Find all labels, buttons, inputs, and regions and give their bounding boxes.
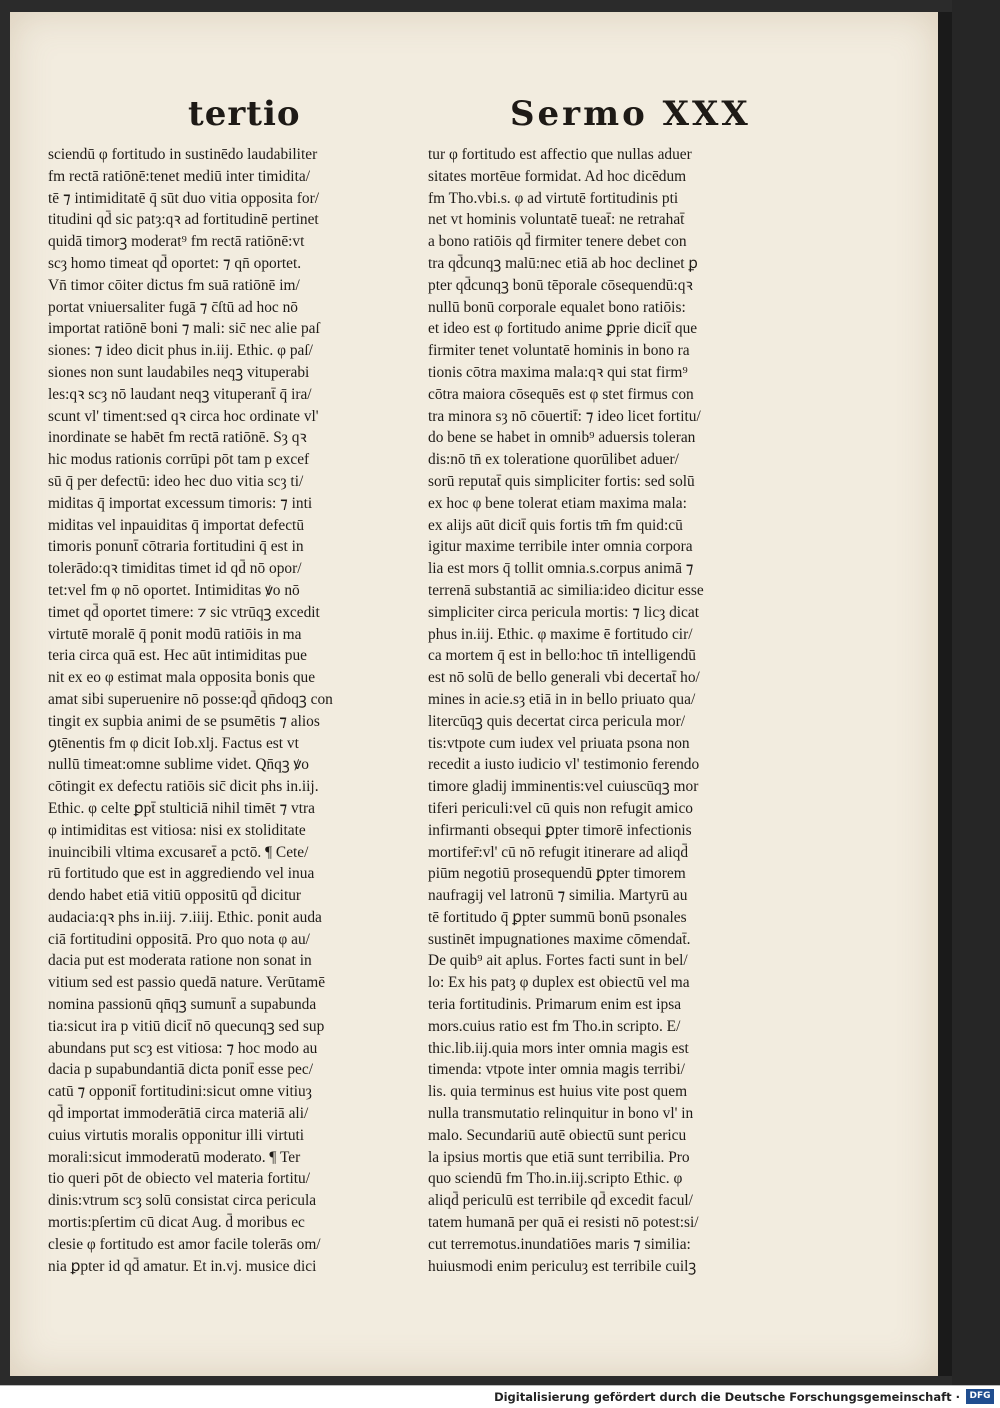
text-line: mines in acie.sȝ etiā in in bello priuato qua/ — [428, 690, 696, 708]
text-line: dacia put est moderata ratione non sonat in — [48, 952, 312, 970]
text-line: mortifer̄:vl' cū nō refugit itinerare ad aliqd̄ — [428, 843, 689, 861]
text-line: lis. quia terminus est huius vite post quem — [428, 1083, 688, 1101]
text-column-right — [428, 144, 800, 1277]
text-line: abundans put scȝ est vitiosa: ⁊ hoc modo au — [48, 1039, 318, 1057]
text-line: tiferi periculi:vel cū quis non refugit amico — [428, 799, 693, 817]
text-line: sustinēt impugnationes maxime cōmendat̄. — [428, 930, 691, 948]
text-line: timore gladij imminentis:vel cuiuscūqꝫ mor — [428, 778, 699, 796]
text-line: simpliciter circa pericula mortis: ⁊ licȝ dicat — [428, 603, 699, 621]
book-edge — [938, 12, 952, 1376]
text-line: tingit ex supbia animi de se psumētis ⁊ alios — [48, 712, 320, 730]
text-line: φ intimiditas est vitiosa: nisi ex stoliditate — [48, 821, 306, 839]
text-line: nit ex eo φ estimat mala opposita bonis que — [48, 669, 316, 687]
text-line: morali:sicut immoderatū moderato. ¶ Ter — [48, 1148, 301, 1166]
text-line: cuius virtutis moralis opponitur illi virtuti — [48, 1126, 305, 1144]
text-line: ciā fortitudini oppositā. Pro quo nota φ au/ — [48, 930, 310, 948]
text-line: audacia:qꝛ phs in.iij. ⁊.iiij. Ethic. ponit auda — [48, 908, 322, 926]
text-line: quidā timorꝫ moderat⁹ fm rectā ratiōnē:vt — [48, 233, 305, 251]
text-line: dinis:vtrum scȝ solū consistat circa pericula — [48, 1192, 317, 1210]
text-line: cōtingit ex defectu ratiōis sic̄ dicit phs in.iij. — [48, 778, 319, 796]
text-line: tē ⁊ intimiditatē q̄ sūt duo vitia opposita for/ — [48, 189, 319, 207]
text-line: tatem humanā per quā ei resisti nō potest:si/ — [428, 1214, 699, 1232]
text-line: De quib⁹ ait aplus. Fortes facti sunt in bel/ — [428, 952, 688, 970]
text-line: tet:vel fm φ nō oportet. Intimiditas ꝟo nō — [48, 581, 300, 599]
text-line: pter qd̄cunqꝫ bonū tēporale cōsequendū:qꝛ — [428, 276, 693, 294]
text-line: mors.cuius ratio est fm Tho.in scripto. E/ — [428, 1017, 681, 1035]
text-line: naufragij vel latronū ⁊ similia. Martyrū au — [428, 887, 688, 905]
text-line: miditas vel inpauiditas q̄ importat defectū — [48, 516, 305, 534]
text-line: ex hoc φ bene tolerat etiam maxima mala: — [428, 494, 687, 512]
text-line: importat ratiōnē boni ⁊ mali: sic̄ nec alie paſ — [48, 320, 320, 338]
text-line: quo sciendū fm Tho.in.iij.scripto Ethic. φ — [428, 1170, 683, 1188]
text-line: hic modus rationis corrūpi pōt tam p excef — [48, 451, 310, 469]
text-line: do bene se habet in omnib⁹ aduersis toleran — [428, 429, 696, 447]
text-line: tis:vtpote cum iudex vel priuata psona non — [428, 734, 690, 752]
text-line: nia ꝑpter id qd̄ amatur. Et in.vj. musice dici — [48, 1257, 317, 1275]
text-line: Ethic. φ celte ꝑpt̄ stulticiā nihil timēt ⁊ vtra — [48, 799, 315, 817]
running-head-left: tertio — [188, 94, 301, 134]
text-line: titudini qd̄ sic patȝ:qꝛ ad fortitudinē pertinet — [48, 211, 319, 229]
text-line: thic.lib.iij.quia mors inter omnia magis est — [428, 1039, 689, 1057]
text-line: les:qꝛ scȝ nō laudant neqꝫ vituperant̄ q̄ ira/ — [48, 385, 312, 403]
footer-credit: Digitalisierung gefördert durch die Deutsche Forschungsgemeinschaft · — [494, 1390, 960, 1404]
text-line: litercūqꝫ quis decertat circa pericula mor/ — [428, 712, 685, 730]
text-line: sciendū φ fortitudo in sustinēdo laudabiliter — [48, 146, 318, 163]
text-line: malo. Secundariū autē obiectū sunt pericu — [428, 1126, 687, 1144]
text-line: lia est mors q̄ tollit omnia.s.corpus animā ⁊ — [428, 560, 694, 578]
text-line: infirmanti obsequi ꝑpter timorē infectionis — [428, 821, 692, 839]
text-line: terrenā substantiā ac similia:ideo dicitur esse — [428, 581, 704, 599]
text-line: lo: Ex his patȝ φ duplex est obiectū vel ma — [428, 974, 690, 992]
text-line: huiusmodi enim periculuȝ est terribile cuilꝫ — [428, 1257, 697, 1275]
text-line: virtutē moralē q̄ ponit modū ratiōis in ma — [48, 625, 302, 643]
text-line: timenda: vtpote inter omnia magis terribi/ — [428, 1061, 685, 1079]
text-line: aliqd̄ periculū est terribile qd̄ excedit facul/ — [428, 1192, 693, 1210]
text-line: tionis cōtra maxima mala:qꝛ qui stat firm⁹ — [428, 363, 688, 381]
running-head-right: Sermo XXX — [510, 94, 751, 134]
text-line: tra minora sȝ nō cōuertit̄: ⁊ ideo licet fortitu/ — [428, 407, 701, 425]
book-page — [10, 12, 938, 1376]
text-line: recedit a iusto iudicio vl' testimonio ferendo — [428, 756, 700, 774]
text-line: amat sibi superuenire nō posse:qd̄ qn̄doqꝫ con — [48, 690, 333, 708]
text-line: vitium sed est passio quedā nature. Verūtamē — [48, 974, 326, 992]
text-line: ex alijs aūt dicit̄ quis fortis tm̄ fm quid:cū — [428, 516, 683, 534]
text-line: clesie φ fortitudo est amor facile tolerās om/ — [48, 1235, 321, 1253]
text-line: tra qd̄cunqꝫ malū:nec etiā ab hoc declinet ꝑ — [428, 254, 698, 272]
text-line: inuincibili vltima excusaret̄ a pctō. ¶ Cete/ — [48, 843, 309, 861]
text-line: inordinate se habēt fm rectā ratiōnē. Sȝ qꝛ — [48, 429, 307, 447]
text-line: cōtra maiora cōsequēs est φ stet firmus con — [428, 385, 694, 403]
text-line: tur φ fortitudo est affectio que nullas aduer — [428, 146, 692, 163]
text-line: dendo habet etiā vitiū oppositū qd̄ dicitur — [48, 887, 302, 905]
text-line: tē fortitudo q̄ ꝑpter summū bonū psonales — [428, 908, 687, 926]
text-line: tolerādo:qꝛ timiditas timet id qd̄ nō opor/ — [48, 560, 302, 578]
text-line: fm Tho.vbi.s. φ ad virtutē fortitudinis pti — [428, 189, 679, 207]
footer-bar — [0, 1385, 1000, 1408]
text-line: nulla transmutatio relinquitur in bono vl' in — [428, 1105, 694, 1123]
text-line: timet qd̄ oportet timere: ⁊ sic vtrūqꝫ excedit — [48, 603, 320, 621]
text-line: scunt vl' timent:sed qꝛ circa hoc ordinate vl' — [48, 407, 319, 425]
text-line: mortis:pſertim cū dicat Aug. d̄ moribus ec — [48, 1214, 305, 1232]
text-line: portat vniuersaliter fugā ⁊ c̄ſtū ad hoc nō — [48, 298, 298, 316]
text-line: nomina passionū qn̄qꝫ sumunt̄ a supabunda — [48, 996, 317, 1014]
text-line: igitur maxime terribile inter omnia corpora — [428, 538, 693, 556]
scan-background — [952, 0, 1000, 1385]
text-line: siones non sunt laudabiles neqꝫ vituperabi — [48, 363, 310, 381]
text-line: tia:sicut ira p vitiū dicit̄ nō quecunqꝫ sed sup — [48, 1017, 325, 1035]
text-line: cut terremotus.inundatiōes maris ⁊ similia: — [428, 1235, 691, 1253]
text-line: a bono ratiōis qd̄ firmiter tenere debet con — [428, 233, 687, 251]
text-line: nullū bonū corporale equalet bono ratiōis: — [428, 298, 686, 316]
text-line: piūm negotiū prosequendū ꝑpter timorem — [428, 865, 686, 883]
text-line: la ipsius mortis que etiā sunt terribilia. Pro — [428, 1148, 690, 1166]
text-line: fm rectā ratiōnē:tenet mediū inter timidita/ — [48, 167, 310, 185]
text-line: dis:nō tn̄ ex toleratione quorūlibet aduer/ — [428, 451, 679, 469]
text-line: miditas q̄ importat excessum timoris: ⁊ inti — [48, 494, 313, 512]
text-line: firmiter tenet voluntatē hominis in bono ra — [428, 342, 690, 360]
text-line: tio queri pōt de obiecto vel materia fortitu/ — [48, 1170, 310, 1188]
text-line: qd̄ importat immoderātiā circa materiā ali/ — [48, 1105, 309, 1123]
dfg-logo: DFG — [966, 1389, 994, 1404]
text-line: dacia p supabundantiā dicta ponit̄ esse pec/ — [48, 1061, 313, 1079]
text-line: sorū reputat̄ quis simpliciter fortis: sed solū — [428, 472, 695, 490]
text-line: catū ⁊ opponit̄ fortitudini:sicut omne vitiuȝ — [48, 1083, 312, 1101]
text-line: phus in.iij. Ethic. φ maxime ē fortitudo cir/ — [428, 625, 693, 643]
text-line: scȝ homo timeat qd̄ oportet: ⁊ qn̄ oportet. — [48, 254, 302, 272]
text-line: net vt hominis voluntatē tueat̄: ne retrahat̄ — [428, 211, 685, 229]
text-line: est nō solū de bello generali vbi decertat̄ ho/ — [428, 669, 700, 687]
text-line: ca mortem q̄ est in bello:hoc tn̄ intelligendū — [428, 647, 696, 665]
text-line: teria circa quā est. Hec aūt intimiditas pue — [48, 647, 307, 665]
text-line: siones: ⁊ ideo dicit phus in.iij. Ethic. φ paſ/ — [48, 342, 313, 360]
text-line: sū q̄ per defectū: ideo hec duo vitia scȝ ti/ — [48, 472, 304, 490]
text-line: Vn̄ timor cōiter dictus fm suā ratiōnē im/ — [48, 276, 300, 294]
text-line: teria fortitudinis. Primarum enim est ipsa — [428, 996, 682, 1014]
text-line: sitates mortēue formidat. Ad hoc dicēdum — [428, 167, 687, 185]
text-line: et ideo est φ fortitudo anime ꝑprie dicit̄ que — [428, 320, 698, 338]
text-line: timoris ponunt̄ cōtraria fortitudini q̄ est in — [48, 538, 304, 556]
text-line: ꝯtēnentis fm φ dicit Iob.xlj. Factus est vt — [48, 734, 299, 752]
text-line: rū fortitudo que est in aggrediendo vel inua — [48, 865, 315, 883]
text-column-left — [48, 144, 420, 1277]
text-line: nullū timeat:omne sublime videt. Qn̄qꝫ ꝟo — [48, 756, 309, 774]
